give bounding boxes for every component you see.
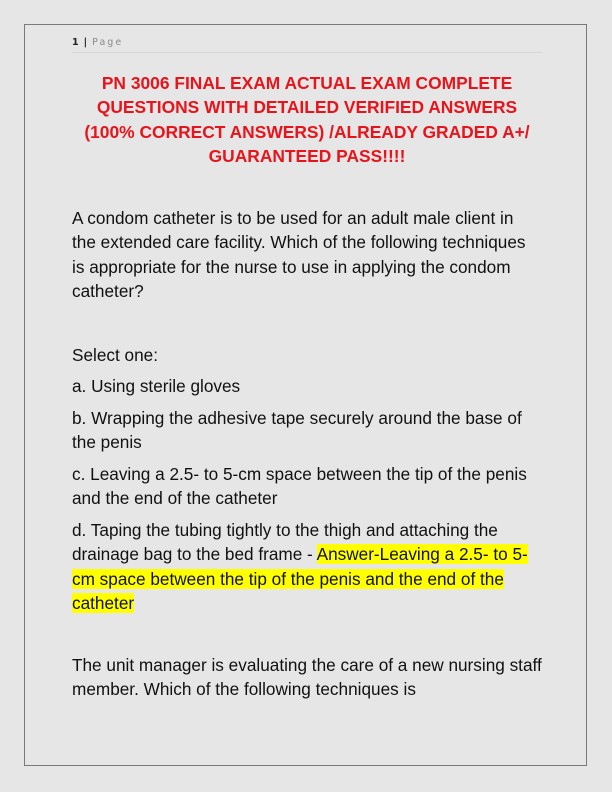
title-line: GUARANTEED PASS!!!!	[208, 145, 406, 166]
select-one-prompt: Select one:	[72, 345, 158, 365]
title-line: QUESTIONS WITH DETAILED VERIFIED ANSWERS	[96, 97, 518, 118]
highlighted-answer: Answer-Leaving a 2.5- to 5-cm space between the tip of the penis and the end of the catheter	[72, 544, 528, 613]
option-b: b. Wrapping the adhesive tape securely around the base of the penis	[72, 408, 522, 453]
option-c: c. Leaving a 2.5- to 5-cm space between the tip of the penis and the end of the catheter	[72, 464, 527, 509]
question-1-text: A condom catheter is to be used for an adult male client in the extended care facility. Which of the following techniques is appropriate for the nurse to use in applying the condom catheter?	[72, 208, 526, 301]
option-d: d. Taping the tubing tightly to the thigh and attaching the drainage bag to the bed frame -	[72, 520, 498, 565]
header-separator: |	[83, 37, 88, 48]
question-2-text: The unit manager is evaluating the care of a new nursing staff member. Which of the following techniques is	[72, 655, 542, 700]
title-line: (100% CORRECT ANSWERS) /ALREADY GRADED A+/	[84, 121, 530, 142]
option-a: a. Using sterile gloves	[72, 376, 241, 396]
page-header	[72, 36, 542, 53]
page-number: 1	[72, 37, 79, 48]
page-label: Page	[92, 37, 124, 48]
title-line: PN 3006 FINAL EXAM ACTUAL EXAM COMPLETE	[101, 73, 513, 93]
option-d-with-answer	[72, 518, 542, 615]
document-title	[60, 71, 554, 168]
